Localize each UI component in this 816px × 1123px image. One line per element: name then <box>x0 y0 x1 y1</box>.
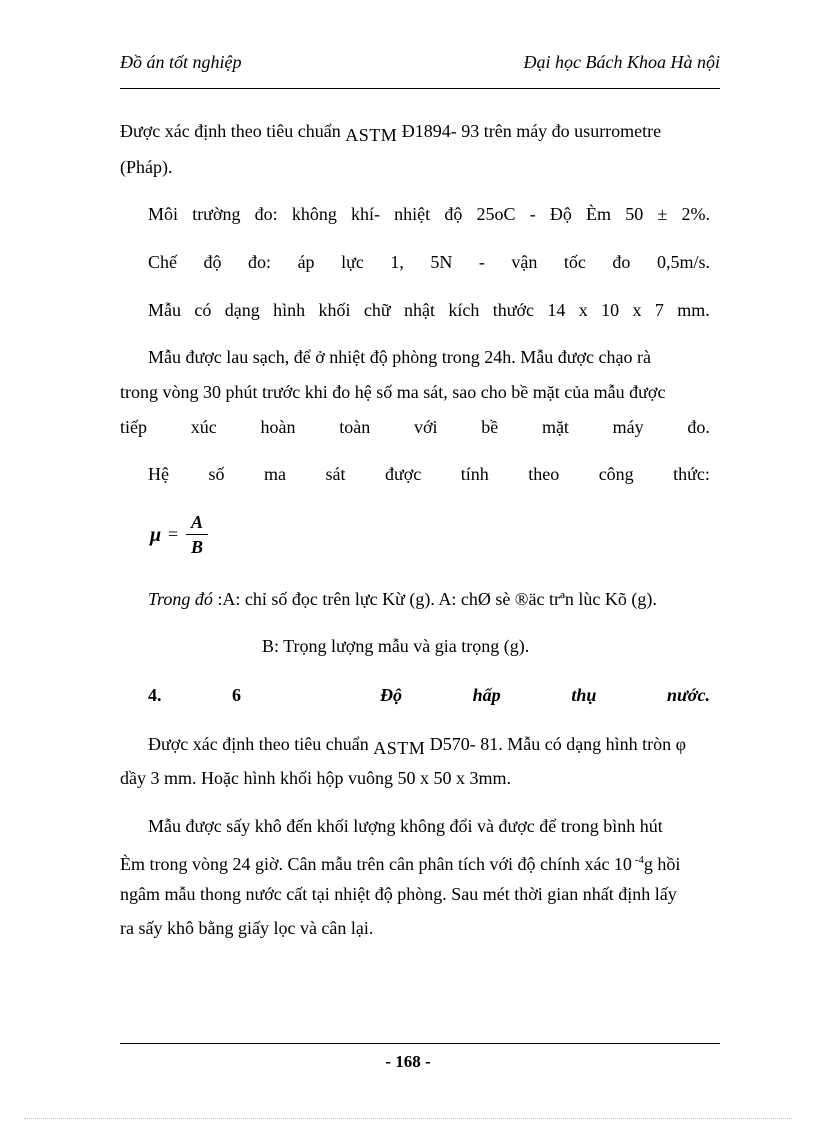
word: kích <box>448 300 480 320</box>
text: Èm trong vòng 24 giờ. Cân mẫu trên cân phân tích với độ chính xác 10 <box>120 854 632 874</box>
para2-line3 <box>120 416 710 438</box>
where-line <box>148 588 710 610</box>
word: 2%. <box>681 204 710 224</box>
fraction <box>186 512 208 557</box>
word: khí- <box>351 204 380 224</box>
para1-line2 <box>120 156 710 178</box>
para4-line3: ngâm mẫu thong nước cất tại nhiệt độ phòng. Sau mét thời gian nhất định lấy <box>120 884 677 904</box>
word: công <box>598 464 634 484</box>
word: 14 <box>547 300 566 320</box>
text: :A: chỉ số đọc trên lực Kừ (g). A: chØ sè ®äc trªn lùc Kõ (g). <box>212 589 657 609</box>
word: với <box>413 417 438 437</box>
word: dạng <box>224 300 260 320</box>
equals-sign: = <box>168 524 179 544</box>
word: hấp <box>472 685 501 705</box>
word: nước. <box>667 685 710 705</box>
word: Hệ <box>148 464 169 484</box>
header-left-title: Đồ án tốt nghiệp <box>120 52 242 72</box>
word: vận <box>511 252 538 272</box>
word: đo: <box>248 252 272 272</box>
text: Được xác định theo tiêu chuẩn <box>120 121 346 141</box>
word: thụ <box>571 685 597 705</box>
word: độ <box>444 204 463 224</box>
astm-label: ASTM <box>345 125 398 145</box>
formula-intro-line <box>148 463 710 485</box>
text: (Pháp). <box>120 157 173 177</box>
word: thức: <box>673 464 710 484</box>
word: 0,5m/s. <box>656 252 710 272</box>
word: tiếp <box>120 417 147 437</box>
para1-line1 <box>120 120 710 145</box>
word: nhiệt <box>394 204 431 224</box>
footer-rule <box>120 1043 720 1044</box>
page-header <box>120 50 720 89</box>
fraction-bar <box>186 534 208 535</box>
word: máy <box>612 417 644 437</box>
word: 5N <box>430 252 453 272</box>
word: 7 <box>654 300 664 320</box>
word: Độ <box>380 685 402 705</box>
page-bottom-dots <box>24 1118 792 1119</box>
word: 25oC <box>476 204 516 224</box>
word: không <box>291 204 337 224</box>
word: khối <box>318 300 351 320</box>
para3-line1 <box>148 733 710 758</box>
text: D570- 81. Mẫu có dạng hình tròn φ <box>425 734 687 754</box>
section-title <box>380 684 710 706</box>
env-line <box>148 203 710 225</box>
word: Môi <box>148 204 179 224</box>
page-number: - 168 - <box>385 1052 431 1071</box>
word: đo: <box>254 204 278 224</box>
text: Được xác định theo tiêu chuẩn <box>148 734 374 754</box>
word: x <box>578 300 588 320</box>
word: 1, <box>390 252 404 272</box>
word: được <box>384 464 422 484</box>
where-line-2: B: Trọng lượng mẫu và gia trọng (g). <box>262 636 530 656</box>
word: thước <box>492 300 535 320</box>
word: xúc <box>190 417 217 437</box>
para4-line1: Mẫu được sấy khô đến khối lượng không đổi và được để trong bình hút <box>148 816 663 836</box>
section-subnumber: 6 <box>232 685 241 705</box>
word: - <box>478 252 485 272</box>
word: ma <box>263 464 286 484</box>
word: Độ <box>549 204 572 224</box>
exponent: -4 <box>631 854 644 866</box>
word: 50 <box>625 204 644 224</box>
header-right-title: Đại học Bách Khoa Hà nội <box>523 52 720 72</box>
word: Mẫu <box>148 300 181 320</box>
word: hoàn <box>260 417 296 437</box>
word: độ <box>203 252 222 272</box>
denominator: B <box>190 537 203 557</box>
word: theo <box>528 464 560 484</box>
mu-symbol: μ <box>150 524 162 546</box>
word: chữ <box>363 300 391 320</box>
para3-line2: dầy 3 mm. Hoặc hình khối hộp vuông 50 x 50 x 3mm. <box>120 768 511 788</box>
text: Đ1894- 93 trên máy đo usurrometre <box>397 121 662 141</box>
word: trường <box>192 204 241 224</box>
word: áp <box>297 252 315 272</box>
word: mm. <box>677 300 710 320</box>
section-number: 4. <box>148 685 162 705</box>
word: số <box>208 464 225 484</box>
word: Chế <box>148 252 177 272</box>
astm-label: ASTM <box>373 738 426 758</box>
word: nhật <box>404 300 436 320</box>
word: mặt <box>541 417 569 437</box>
word: - <box>529 204 536 224</box>
word: Èm <box>586 204 612 224</box>
para4-line2 <box>120 849 710 875</box>
numerator: A <box>190 512 203 532</box>
word: đo. <box>687 417 710 437</box>
word: hình <box>273 300 306 320</box>
word: toàn <box>339 417 371 437</box>
word: lực <box>341 252 364 272</box>
para2-line1: Mẫu được lau sạch, để ở nhiệt độ phòng trong 24h. Mẫu được chạo rà <box>148 347 651 367</box>
word: tính <box>460 464 489 484</box>
para4-line4: ra sấy khô bằng giấy lọc và cân lại. <box>120 918 374 938</box>
friction-formula <box>150 512 220 562</box>
word: có <box>194 300 212 320</box>
word: ± <box>657 204 668 224</box>
para2-line2: trong vòng 30 phút trước khi đo hệ số ma sát, sao cho bề mặt của mẫu được <box>120 382 666 402</box>
word: đo <box>612 252 631 272</box>
word: bề <box>481 417 499 437</box>
mode-line <box>148 251 710 273</box>
word: 10 <box>601 300 620 320</box>
where-label: Trong đó <box>148 589 213 609</box>
word: x <box>632 300 642 320</box>
word: sát <box>325 464 346 484</box>
text: g hồi <box>643 854 681 874</box>
word: tốc <box>563 252 586 272</box>
sample-line <box>148 299 710 321</box>
